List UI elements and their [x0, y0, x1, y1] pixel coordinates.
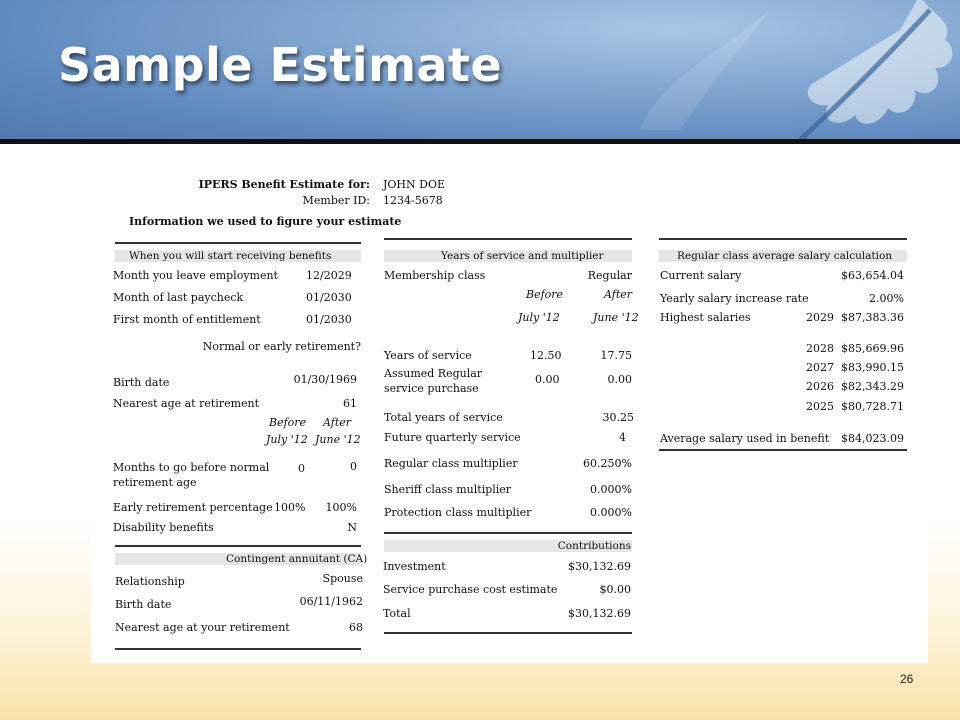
page-number: 26 — [900, 672, 914, 686]
member-id-value: 1234-5678 — [383, 194, 443, 207]
membership-label: Membership class — [384, 269, 486, 282]
months-after: 0 — [350, 460, 357, 473]
col-before-label: Before — [269, 416, 307, 429]
early-pct-label: Early retirement percentage — [113, 501, 273, 514]
row-value: 0.000% — [590, 483, 632, 496]
row-label: Total years of service — [384, 411, 503, 424]
average-salary-value: $84,023.09 — [841, 432, 904, 445]
row-label: Total — [383, 607, 411, 620]
row-label: Regular class multiplier — [384, 457, 518, 470]
row-value: $0.00 — [599, 583, 631, 596]
salary-year: 2027 — [806, 361, 834, 374]
salary-year: 2025 — [806, 400, 834, 413]
row-value: 01/2030 — [306, 291, 352, 304]
nearest-age-value: 61 — [343, 397, 357, 410]
row-value: 12/2029 — [306, 269, 352, 282]
row-label: Protection class multiplier — [384, 506, 532, 519]
col-after-label: After — [604, 288, 633, 301]
assumed-before: 0.00 — [535, 373, 560, 386]
assumed-after: 0.00 — [607, 373, 632, 386]
section-rule — [384, 532, 632, 534]
row-label: Sheriff class multiplier — [384, 483, 512, 496]
salary-year: 2026 — [806, 380, 834, 393]
increase-rate-value: 2.00% — [869, 292, 904, 305]
disability-value: N — [347, 521, 357, 534]
months-before: 0 — [298, 462, 305, 475]
salary-value: $85,669.96 — [841, 342, 904, 355]
years-before: 12.50 — [530, 349, 562, 362]
row-value: 06/11/1962 — [299, 595, 363, 608]
membership-value: Regular — [587, 269, 632, 282]
salary-value: $87,383.36 — [841, 311, 904, 324]
birth-date-label: Birth date — [113, 376, 170, 389]
salary-heading: Regular class average salary calculation — [677, 250, 893, 262]
months-label: Months to go before normal — [113, 461, 270, 474]
row-label: Nearest age at your retirement — [115, 621, 290, 634]
row-value: $30,132.69 — [568, 607, 631, 620]
disability-label: Disability benefits — [113, 521, 214, 534]
nearest-age-label: Nearest age at retirement — [113, 397, 260, 410]
row-label: Birth date — [115, 598, 172, 611]
salary-value: $83,990.15 — [841, 361, 904, 374]
average-salary-label: Average salary used in benefit — [660, 432, 830, 445]
col-after-sub: June '12 — [315, 433, 361, 446]
member-id-label: Member ID: — [302, 194, 370, 207]
months-label-line2: retirement age — [113, 476, 197, 489]
section-rule — [115, 242, 361, 244]
col-after-sub: June '12 — [593, 311, 639, 324]
row-value: 30.25 — [602, 411, 634, 424]
banner-rule — [0, 139, 960, 144]
oak-leaf-icon — [770, 0, 960, 144]
info-heading: Information we used to figure your estimate — [129, 215, 402, 228]
years-after: 17.75 — [600, 349, 632, 362]
row-label: Investment — [383, 560, 446, 573]
current-salary-label: Current salary — [660, 269, 742, 282]
row-value: 60.250% — [583, 457, 632, 470]
salary-year: 2029 — [806, 311, 834, 324]
col-before-sub: July '12 — [518, 311, 560, 324]
row-label: Month of last paycheck — [113, 291, 244, 304]
section-rule — [384, 632, 632, 634]
section-rule — [115, 545, 361, 547]
leaf-shadow-icon — [620, 0, 780, 140]
row-label: Service purchase cost estimate — [383, 583, 558, 596]
row-value: 01/2030 — [306, 313, 352, 326]
slide-title: Sample Estimate — [58, 38, 503, 92]
highest-salaries-label: Highest salaries — [660, 311, 751, 324]
title-banner — [0, 0, 960, 144]
row-label: Future quarterly service — [384, 431, 521, 444]
salary-value: $82,343.29 — [841, 380, 904, 393]
contributions-heading: Contributions — [557, 540, 631, 552]
row-value: Spouse — [322, 572, 363, 585]
row-label: Month you leave employment — [113, 269, 278, 282]
birth-date-value: 01/30/1969 — [293, 373, 357, 386]
row-label: Relationship — [115, 575, 185, 588]
section-rule — [384, 238, 632, 240]
section-rule — [659, 449, 907, 451]
contingent-heading: Contingent annuitant (CA) — [226, 553, 368, 565]
assumed-label: Assumed Regular — [384, 367, 483, 380]
col-before-sub: July '12 — [266, 433, 308, 446]
row-value: 68 — [349, 621, 363, 634]
row-value: $30,132.69 — [568, 560, 631, 573]
col-after-label: After — [323, 416, 352, 429]
estimate-for-label: IPERS Benefit Estimate for: — [198, 178, 370, 191]
salary-value: $80,728.71 — [841, 400, 904, 413]
col-before-label: Before — [526, 288, 564, 301]
increase-rate-label: Yearly salary increase rate — [660, 292, 809, 305]
row-value: 0.000% — [590, 506, 632, 519]
years-label: Years of service — [384, 349, 472, 362]
early-pct-after: 100% — [325, 501, 357, 514]
service-heading: Years of service and multiplier — [441, 250, 604, 262]
salary-year: 2028 — [806, 342, 834, 355]
start-benefits-heading: When you will start receiving benefits — [129, 250, 332, 262]
current-salary-value: $63,654.04 — [841, 269, 904, 282]
assumed-label-line2: service purchase — [384, 382, 479, 395]
section-rule — [659, 238, 907, 240]
row-label: First month of entitlement — [113, 313, 261, 326]
estimate-for-value: JOHN DOE — [383, 178, 446, 191]
benefit-estimate-document — [91, 152, 928, 663]
early-pct-before: 100% — [274, 501, 306, 514]
normal-early-heading: Normal or early retirement? — [202, 340, 361, 353]
row-value: 4 — [619, 431, 626, 444]
section-rule — [115, 648, 361, 650]
